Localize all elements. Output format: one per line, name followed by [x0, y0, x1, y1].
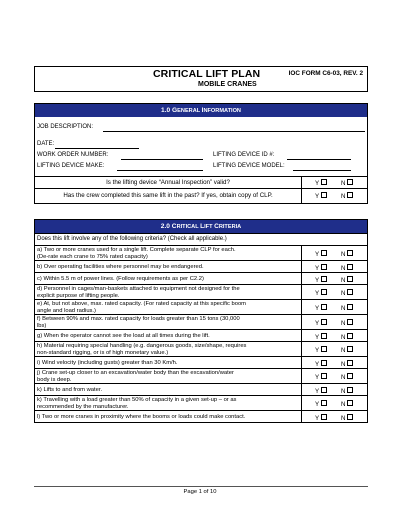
- criteria-row: [35, 341, 367, 357]
- criteria-text-line: h) Material requiring special handling (e.g. dangerous goods, size/shape, requires: [37, 343, 247, 349]
- criteria-text-line: body is deep.: [37, 376, 72, 383]
- criteria-intro: Does this lift involve any of the following criteria? (Check all applicable.): [37, 236, 227, 242]
- criteria-row: [35, 368, 367, 384]
- section-heading-general-information: 1.0 GENERAL INFORMATION: [35, 104, 367, 117]
- form-subtitle: MOBILE CRANES: [198, 81, 257, 88]
- criteria-text-line: recommended by the manufacturer.: [37, 403, 129, 410]
- no-checkbox[interactable]: N: [341, 250, 353, 258]
- yes-checkbox[interactable]: Y: [315, 264, 327, 272]
- section-heading-critical-lift-criteria: 2.0 CRITICAL LIFT CRITERIA: [35, 220, 367, 233]
- criteria-text: [37, 397, 299, 410]
- yes-checkbox[interactable]: Y: [315, 400, 327, 408]
- criteria-text-line: k) Lifts to and from water.: [37, 386, 103, 393]
- criteria-text-line: c) Within 5.5 m of power lines. (Follow requirements as per C2.2): [37, 275, 204, 282]
- form-header: [34, 66, 368, 92]
- criteria-row: [35, 410, 367, 423]
- criteria-text-line: g) When the operator cannot see the load at all times during the lift.: [37, 332, 210, 339]
- criteria-text: [37, 276, 299, 283]
- criteria-text-line: non-standard rigging, or is of high monetary value.): [37, 349, 169, 356]
- criteria-text-line: d) Personnel in cages/man-baskets attached to equipment not designed for the: [37, 286, 240, 292]
- criteria-text: [37, 414, 299, 421]
- no-checkbox[interactable]: N: [341, 373, 353, 381]
- criteria-text-line: j) Crane set-up closer to an excavation/water body than the excavation/water: [37, 370, 234, 376]
- lifting-device-make-label: LIFTING DEVICE MAKE:: [37, 163, 105, 169]
- yes-checkbox[interactable]: Y: [315, 289, 327, 297]
- criteria-text-line: lbs): [37, 322, 47, 329]
- job-description-field[interactable]: [103, 131, 365, 132]
- page-number: Page 1 of 10: [183, 489, 217, 495]
- criteria-row: [35, 284, 367, 300]
- criteria-row: [35, 395, 367, 411]
- criteria-row: [35, 299, 367, 315]
- yes-checkbox[interactable]: Y: [315, 250, 327, 258]
- criteria-text-line: f) Between 90% and max. rated capacity for loads greater than 15 tons (30,000: [37, 316, 240, 322]
- criteria-row: [35, 314, 367, 330]
- criteria-text: [37, 264, 299, 271]
- lifting-device-model-field[interactable]: [293, 170, 351, 171]
- no-checkbox[interactable]: N: [341, 289, 353, 297]
- yes-checkbox[interactable]: Y: [315, 179, 327, 187]
- no-checkbox[interactable]: N: [341, 304, 353, 312]
- job-description-label: JOB DESCRIPTION:: [37, 124, 94, 130]
- criteria-text-line: e) At, but not above, max. rated capacity. (For rated capacity at this specific boom: [37, 301, 247, 307]
- no-checkbox[interactable]: N: [341, 414, 353, 422]
- yes-checkbox[interactable]: Y: [315, 346, 327, 354]
- criteria-text: [37, 247, 299, 260]
- no-checkbox[interactable]: N: [341, 319, 353, 327]
- question-text: Is the lifting device “Annual Inspection” valid?: [106, 179, 230, 186]
- general-information-section: [34, 103, 368, 204]
- criteria-text: [37, 360, 299, 367]
- criteria-text-line: (De-rate each crane to 75% rated capacity): [37, 253, 148, 260]
- yes-checkbox[interactable]: Y: [315, 360, 327, 368]
- criteria-text: [37, 286, 299, 299]
- yes-checkbox[interactable]: Y: [315, 304, 327, 312]
- criteria-text: [37, 301, 299, 314]
- yes-checkbox[interactable]: Y: [315, 373, 327, 381]
- lifting-device-make-field[interactable]: [117, 170, 203, 171]
- criteria-row: [35, 245, 367, 261]
- criteria-text-line: i) Wind velocity (including gusts) greater than 30 Km/h.: [37, 359, 178, 366]
- criteria-text-line: a) Two or more cranes used for a single lift. Complete separate CLP for each.: [37, 247, 236, 253]
- no-checkbox[interactable]: N: [341, 264, 353, 272]
- yes-checkbox[interactable]: Y: [315, 319, 327, 327]
- criteria-text-line: l) Two or more cranes in proximity where the booms or loads could make contact.: [37, 413, 246, 420]
- yes-checkbox[interactable]: Y: [315, 387, 327, 395]
- no-checkbox[interactable]: N: [341, 192, 353, 200]
- no-checkbox[interactable]: N: [341, 276, 353, 284]
- criteria-text: [37, 387, 299, 394]
- critical-lift-criteria-section: [34, 219, 368, 423]
- yes-checkbox[interactable]: Y: [315, 414, 327, 422]
- criteria-text-line: angle and load radius.): [37, 307, 96, 314]
- yes-checkbox[interactable]: Y: [315, 192, 327, 200]
- yes-checkbox[interactable]: Y: [315, 333, 327, 341]
- date-field[interactable]: [55, 148, 139, 149]
- date-label: DATE:: [37, 141, 55, 147]
- lifting-device-id-label: LIFTING DEVICE ID #:: [213, 152, 275, 158]
- work-order-label: WORK ORDER NUMBER:: [37, 152, 109, 158]
- no-checkbox[interactable]: N: [341, 360, 353, 368]
- no-checkbox[interactable]: N: [341, 387, 353, 395]
- criteria-text: [37, 343, 299, 356]
- yes-checkbox[interactable]: Y: [315, 276, 327, 284]
- form-id: IOC FORM C6-03, REV. 2: [288, 70, 363, 77]
- criteria-text-line: k) Travelling with a load greater than 50% of capacity in a given set-up – or as: [37, 397, 237, 403]
- criteria-text: [37, 316, 299, 329]
- criteria-text: [37, 333, 299, 340]
- lifting-device-id-field[interactable]: [287, 159, 351, 160]
- no-checkbox[interactable]: N: [341, 400, 353, 408]
- no-checkbox[interactable]: N: [341, 333, 353, 341]
- lifting-device-model-label: LIFTING DEVICE MODEL:: [213, 163, 285, 169]
- criteria-text-line: b) Over operating facilities where personnel may be endangered.: [37, 263, 204, 270]
- footer-rule: [34, 486, 368, 487]
- form-title: CRITICAL LIFT PLAN: [153, 68, 261, 80]
- no-checkbox[interactable]: N: [341, 346, 353, 354]
- criteria-text-line: explicit purpose of lifting people.: [37, 292, 120, 299]
- question-row: [35, 188, 367, 203]
- no-checkbox[interactable]: N: [341, 179, 353, 187]
- criteria-text: [37, 370, 299, 383]
- work-order-field[interactable]: [121, 159, 203, 160]
- question-text: Has the crew completed this same lift in the past? If yes, obtain copy of CLP.: [63, 192, 273, 199]
